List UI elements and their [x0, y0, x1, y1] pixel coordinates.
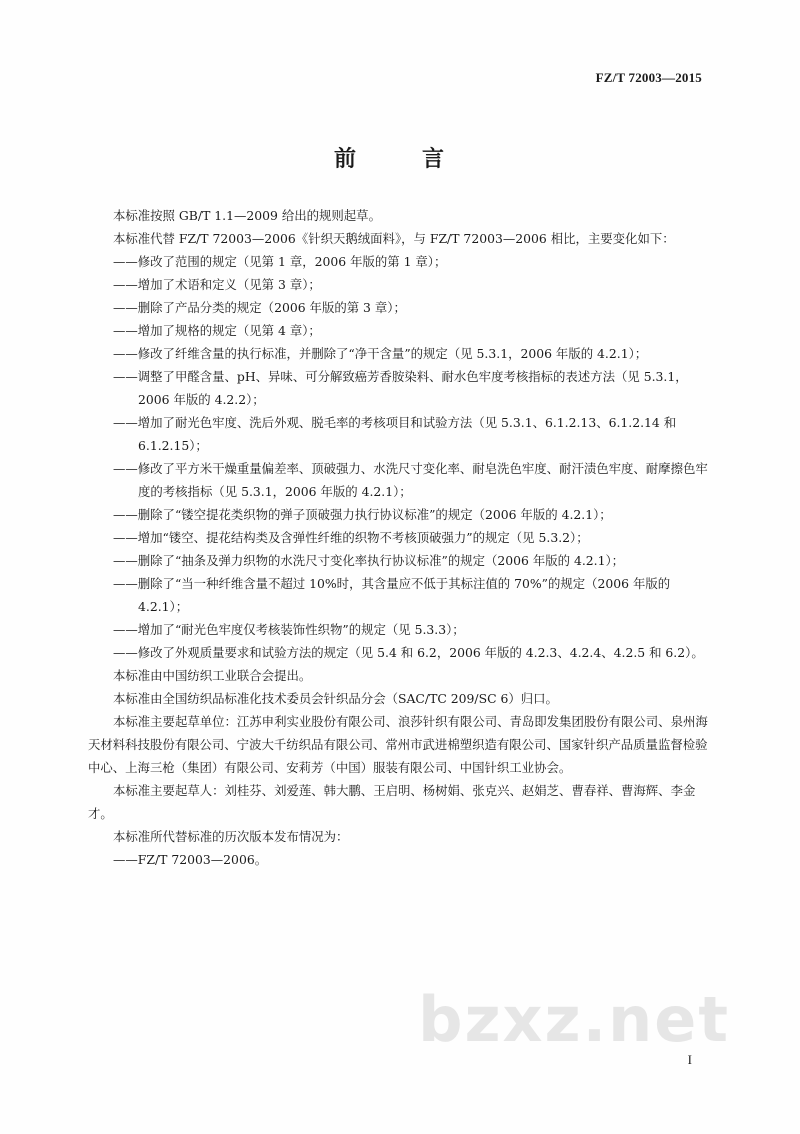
paragraph: 本标准代替 FZ/T 72003—2006《针织天鹅绒面料》，与 FZ/T 72003—2006 相比，主要变化如下： — [113, 231, 675, 246]
change-item: ——删除了产品分类的规定（2006 年版的第 3 章）； — [113, 300, 406, 315]
history-item: ——FZ/T 72003—2006。 — [113, 852, 268, 867]
change-item: ——删除了“镂空提花类织物的弹子顶破强力执行协议标准”的规定（2006 年版的 4.2.1）； — [113, 507, 612, 522]
change-item: ——修改了外观质量要求和试验方法的规定（见 5.4 和 6.2，2006 年版的 4.2.3、4.2.4、4.2.5 和 6.2）。 — [113, 645, 704, 660]
paragraph: 本标准由中国纺织工业联合会提出。 — [113, 668, 312, 683]
change-item: ——删除了“当一种纤维含量不超过 10%时，其含量应不低于其标注值的 70%”的规定（2006 年版的 4.2.1）； — [113, 576, 671, 614]
paragraph: 本标准由全国纺织品标准化技术委员会针织品分会（SAC/TC 209/SC 6）归口。 — [113, 691, 558, 706]
change-item: ——修改了范围的规定（见第 1 章，2006 年版的第 1 章）； — [113, 254, 447, 269]
page-number: I — [687, 1052, 692, 1067]
change-item: ——调整了甲醛含量、pH、异味、可分解致癌芳香胺染料、耐水色牢度考核指标的表述方法（见 5.3.1，2006 年版的 4.2.2）； — [113, 369, 688, 407]
page-title: 前 言 — [333, 147, 466, 172]
change-item: ——修改了平方米干燥重量偏差率、顶破强力、水洗尺寸变化率、耐皂洗色牢度、耐汗渍色牢度、耐摩擦色牢度的考核指标（见 5.3.1，2006 年版的 4.2.1）； — [113, 461, 708, 499]
change-item: ——增加“镂空、提花结构类及含弹性纤维的织物不考核顶破强力”的规定（见 5.3.2）； — [113, 530, 589, 545]
foreword-body — [88, 204, 713, 871]
change-item: ——增加了“耐光色牢度仅考核装饰性织物”的规定（见 5.3.3）； — [113, 622, 465, 637]
paragraph: 本标准按照 GB/T 1.1—2009 给出的规则起草。 — [113, 208, 381, 223]
change-item: ——增加了耐光色牢度、洗后外观、脱毛率的考核项目和试验方法（见 5.3.1、6.1.2.13、6.1.2.14 和 6.1.2.15）； — [113, 415, 677, 453]
paragraph: 本标准主要起草人：刘桂芬、刘爱莲、韩大鹏、王启明、杨树娟、张克兴、赵娟芝、曹春祥、曹海辉、李金才。 — [88, 783, 696, 821]
watermark: bzxz.net — [418, 983, 730, 1056]
standard-number: FZ/T 72003—2015 — [595, 70, 702, 85]
change-item: ——增加了规格的规定（见第 4 章）； — [113, 323, 321, 338]
change-item: ——修改了纤维含量的执行标准，并删除了“净干含量”的规定（见 5.3.1，2006 年版的 4.2.1）； — [113, 346, 648, 361]
paragraph: 本标准主要起草单位：江苏申利实业股份有限公司、浪莎针织有限公司、青岛即发集团股份有限公司、泉州海天材料科技股份有限公司、宁波大千纺织品有限公司、常州市武进棉塑织造有限公司、国家针织产品质量监督检验中心、上海三枪（集团）有限公司、安莉芳（中国）服装有限公司、中国针织工业协会。 — [88, 714, 708, 775]
change-item: ——删除了“抽条及弹力织物的水洗尺寸变化率执行协议标准”的规定（2006 年版的 4.2.1）； — [113, 553, 625, 568]
paragraph: 本标准所代替标准的历次版本发布情况为： — [113, 829, 349, 844]
change-item: ——增加了术语和定义（见第 3 章）； — [113, 277, 321, 292]
